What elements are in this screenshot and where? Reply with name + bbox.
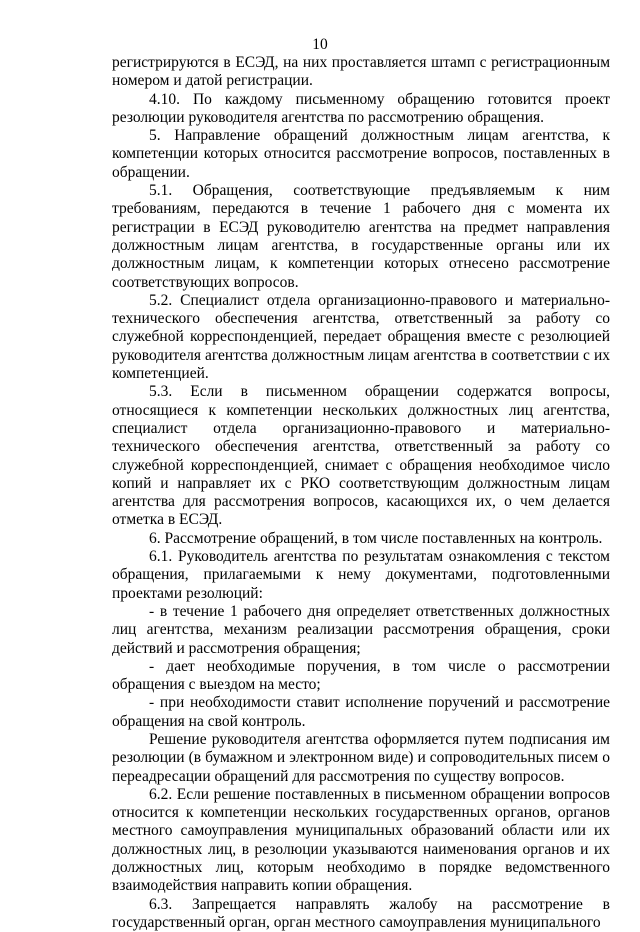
paragraph-6-heading: 6. Рассмотрение обращений, в том числе поставленных на контроль. <box>149 529 603 547</box>
paragraph-4-10: 4.10. По каждому письменному обращению готовится проект резолюции руководителя агентства по рассмотрению обращения. <box>112 90 610 126</box>
paragraph-5-2: 5.2. Специалист отдела организационно-правового и материально-технического обеспечения агентства, ответственный за работу со служебной корреспонденцией, передает обращения вместе с резолюцией руководителя агентства должностным лицам агентства в соответствии с их компетенцией. <box>112 291 610 383</box>
list-item-responsible-persons: - в течение 1 рабочего дня определяет ответственных должностных лиц агентства, механизм реализации рассмотрения обращения, сроки действий и рассмотрения обращения; <box>112 602 610 657</box>
page-number: 10 <box>312 36 328 53</box>
document-body <box>112 54 610 932</box>
list-item-instructions: - дает необходимые поручения, в том числе о рассмотрении обращения с выездом на место; <box>112 657 610 694</box>
paragraph-decision: Решение руководителя агентства оформляется путем подписания им резолюции (в бумажном и электронном виде) и сопроводительных писем о переадресации обращений для рассмотрения по существу вопросов. <box>112 730 610 785</box>
paragraph-5-1: 5.1. Обращения, соответствующие предъявляемым к ним требованиям, передаются в течение 1 рабочего дня с момента их регистрации в ЕСЭД руководителю агентства на предмет направления должностным лицам агентства, в государственные органы или их должностным лицам, к компетенции которых отнесено рассмотрение соответствующих вопросов. <box>112 182 610 291</box>
paragraph-6-3: 6.3. Запрещается направлять жалобу на рассмотрение в государственный орган, орган местного самоуправления муниципального <box>112 895 610 931</box>
paragraph-6-1: 6.1. Руководитель агентства по результатам ознакомления с текстом обращения, прилагаемыми к нему документами, подготовленными проектами резолюций: <box>112 548 610 602</box>
paragraph-5-3: 5.3. Если в письменном обращении содержатся вопросы, относящиеся к компетенции нескольких должностных лиц агентства, специалист отдела организационно-правового и материально-технического обеспечения агентства, ответственный за работу со служебной корреспонденцией, снимает с обращения необходимое число копий и направляет их с РКО соответствующим должностным лицам агентства для рассмотрения вопросов, касающихся их, о чем делается отметка в ЕСЭД. <box>112 383 610 529</box>
paragraph-6-2: 6.2. Если решение поставленных в письменном обращении вопросов относится к компетенции нескольких государственных органов, органов местного самоуправления муниципальных образований области или их должностных лиц, в резолюции указываются наименования органов и их должностных лиц, которым необходимо в порядке ведомственного взаимодействия направить копии обращения. <box>112 785 610 895</box>
paragraph-registration-continued: регистрируются в ЕСЭД, на них проставляется штамп с регистрационным номером и датой регистрации. <box>112 54 610 90</box>
list-item-control: - при необходимости ставит исполнение поручений и рассмотрение обращения на свой контроль. <box>112 694 610 730</box>
paragraph-5-heading: 5. Направление обращений должностным лицам агентства, к компетенции которых относится рассмотрение вопросов, поставленных в обращении. <box>112 127 610 181</box>
